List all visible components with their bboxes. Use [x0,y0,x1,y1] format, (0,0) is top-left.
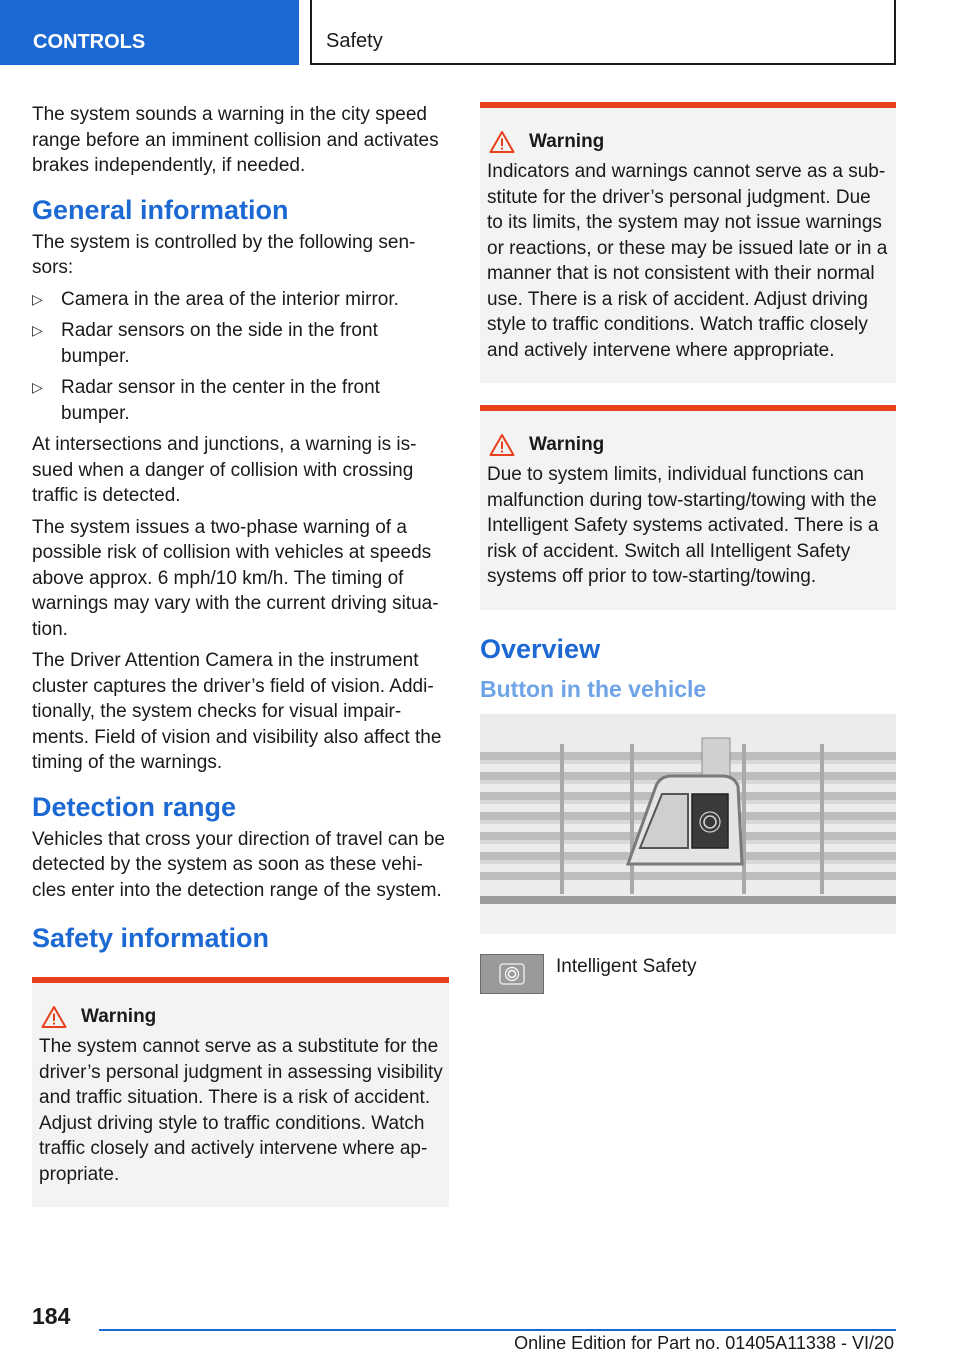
general-information-heading: General information [32,194,289,225]
intersections-paragraph: At intersections and junctions, a warning is is-sued when a danger of collision with crossing traffic is detected. [32,434,417,506]
vent-panel-illustration [480,714,896,934]
warning-title: Warning [529,434,605,455]
camera-paragraph: The Driver Attention Camera in the instrument cluster captures the driver’s field of vision. Addi-tionally, the system checks for visual impair-ments. Field of vision and visibility also affect the timing of the warnings. [32,650,442,773]
warning-title: Warning [81,1006,157,1027]
list-item: ▷ Radar sensors on the side in the front bumper. [32,320,378,367]
warning-triangle-icon [489,433,515,457]
intelligent-safety-icon [480,954,544,994]
warning-text: Due to system limits, individual functions can malfunction during tow-starting/towing with the Intelligent Safety systems activated. There is a risk of accident. Switch all Intelligent Safety systems off prior to tow-starting/towing. [487,464,879,587]
right-column [480,102,896,994]
left-column [32,102,449,1229]
triangle-bullet-icon: ▷ [32,322,43,338]
footer-divider [99,1329,896,1331]
button-in-vehicle-heading: Button in the vehicle [480,675,707,702]
warning-triangle-icon [41,1005,67,1029]
warning-text: Indicators and warnings cannot serve as a sub-stitute for the driver’s personal judgment. Due to its limits, the system may not issue warnings or reactions, or these may be issued late or in a manner that is not consistent with their normal use. There is a risk of accident. Adjust driving style to traffic conditions. Watch traffic closely and actively intervene where appropriate. [487,161,888,361]
list-item: ▷ Radar sensor in the center in the front bumper. [32,377,380,424]
warning-box [32,977,449,1207]
footer-edition: Online Edition for Part no. 01405A11338 - VI/20 [514,1333,894,1353]
header-topic: Safety [310,0,896,65]
two-phase-paragraph: The system issues a two-phase warning of a possible risk of collision with vehicles at speeds above approx. 6 mph/10 km/h. The timing of warnings may vary with the current driving situa-tion. [32,516,439,640]
warning-text: The system cannot serve as a substitute for the driver’s personal judgment in assessing visibility and traffic situation. There is a risk of accident. Adjust driving style to traffic conditions. Watch traffic closely and actively intervene where ap-propriate. [39,1036,443,1185]
list-item: ▷ Camera in the area of the interior mirror. [32,287,449,313]
intro-paragraph: The system sounds a warning in the city speed range before an imminent collision and activates brakes independently, if needed. [32,104,439,176]
legend-label: Intelligent Safety [556,955,697,977]
button-photo [480,714,896,934]
detection-range-heading: Detection range [32,791,237,822]
header-section: CONTROLS [0,0,299,65]
triangle-bullet-icon: ▷ [32,379,43,395]
warning-title: Warning [529,131,605,152]
triangle-bullet-icon: ▷ [32,290,43,307]
sensor-list [32,287,449,427]
detection-range-text: Vehicles that cross your direction of travel can be detected by the system as soon as these vehi-cles enter into the detection range of the system. [32,828,445,901]
general-information-text: The system is controlled by the following sen-sors: [32,231,416,278]
legend-row [480,954,896,994]
warning-triangle-icon [489,130,515,154]
warning-box [480,405,896,610]
warning-box [480,102,896,383]
overview-heading: Overview [480,633,601,664]
page-number: 184 [32,1303,71,1329]
safety-information-heading: Safety information [32,923,270,953]
